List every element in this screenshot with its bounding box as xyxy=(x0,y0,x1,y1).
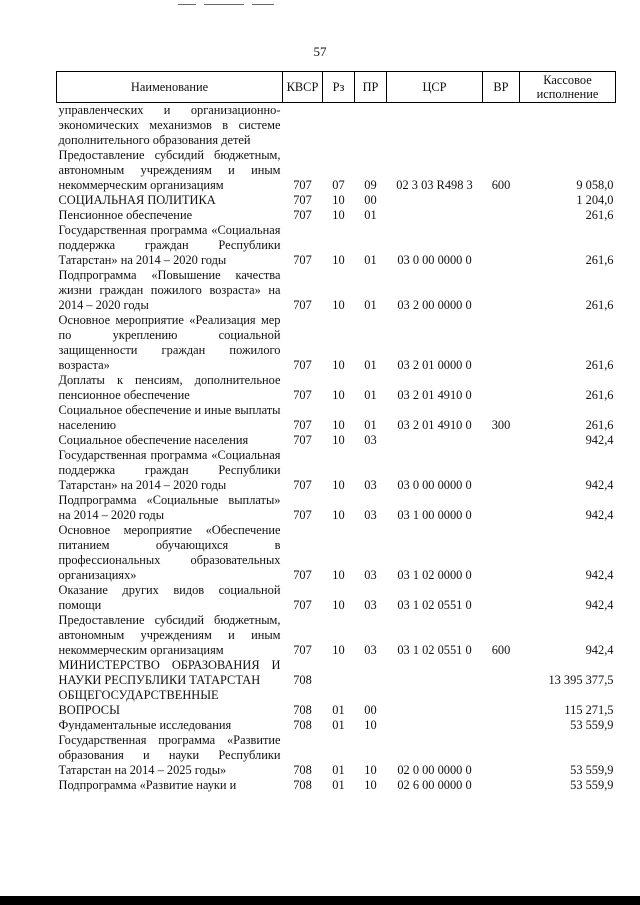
row-name: Государственная программа «Социальная поддержка граждан Республики Татарстан» на 2014 – 2020 годы xyxy=(58,223,281,267)
row-vr xyxy=(483,448,520,493)
row-vr xyxy=(483,208,520,223)
row-csr: 03 2 01 4910 0 xyxy=(397,388,472,402)
table-row xyxy=(57,268,616,313)
table-row xyxy=(57,193,616,208)
row-amount: 942,4 xyxy=(585,598,614,612)
table-row xyxy=(57,433,616,448)
row-csr: 03 1 02 0551 0 xyxy=(397,643,472,657)
row-rz: 07 xyxy=(332,178,345,192)
row-rz: 10 xyxy=(332,298,345,312)
row-vr xyxy=(483,583,520,613)
row-name: Доплаты к пенсиям, дополнительное пенсионное обеспечение xyxy=(58,373,281,402)
row-rz: 01 xyxy=(332,778,345,792)
table-row xyxy=(57,223,616,268)
row-amount: 53 559,9 xyxy=(570,718,614,732)
table-row xyxy=(57,733,616,778)
row-pr: 10 xyxy=(364,778,377,792)
row-csr: 02 0 00 0000 0 xyxy=(397,763,472,777)
row-kvsr: 707 xyxy=(293,253,312,267)
table-row xyxy=(57,373,616,403)
row-vr xyxy=(483,193,520,208)
row-amount: 942,4 xyxy=(585,643,614,657)
table-row xyxy=(57,523,616,583)
row-amount: 261,6 xyxy=(585,208,614,222)
row-pr: 03 xyxy=(364,433,377,447)
header-kvsr: КВСР xyxy=(283,72,323,103)
row-pr xyxy=(355,658,387,688)
row-pr: 03 xyxy=(364,598,377,612)
table-row xyxy=(57,658,616,688)
row-csr: 03 2 01 4910 0 xyxy=(397,418,472,432)
row-kvsr: 707 xyxy=(293,508,312,522)
row-csr xyxy=(387,688,483,718)
row-rz: 01 xyxy=(332,703,345,717)
row-kvsr: 708 xyxy=(293,778,312,792)
row-rz: 10 xyxy=(332,508,345,522)
row-csr xyxy=(387,208,483,223)
row-amount: 9 058,0 xyxy=(576,178,614,192)
row-kvsr: 707 xyxy=(293,178,312,192)
row-kvsr: 708 xyxy=(293,703,312,717)
row-csr: 02 3 03 R498 3 xyxy=(396,178,473,192)
row-pr: 00 xyxy=(364,703,377,717)
row-kvsr: 708 xyxy=(293,718,312,732)
row-csr: 03 2 01 0000 0 xyxy=(397,358,472,372)
row-name: Основное мероприятие «Реализация мер по укреплению социальной защищенности граждан пожилого возраста» xyxy=(58,313,281,372)
table-row xyxy=(57,148,616,193)
row-amount: 115 271,5 xyxy=(564,703,614,717)
row-kvsr: 707 xyxy=(293,433,312,447)
row-vr xyxy=(483,523,520,583)
row-kvsr: 707 xyxy=(293,478,312,492)
row-name: Пенсионное обеспечение xyxy=(58,208,193,222)
row-kvsr: 707 xyxy=(293,298,312,312)
row-rz: 01 xyxy=(332,763,345,777)
header-rz: Рз xyxy=(323,72,355,103)
row-vr xyxy=(483,373,520,403)
row-name: Фундаментальные исследования xyxy=(58,718,232,732)
table-row xyxy=(57,448,616,493)
row-pr: 03 xyxy=(364,478,377,492)
row-name: Предоставление субсидий бюджетным, автономным учреждениям и иным некоммерческим организациям xyxy=(58,148,281,192)
row-rz: 10 xyxy=(332,193,345,207)
row-rz: 10 xyxy=(332,433,345,447)
row-vr xyxy=(483,658,520,688)
row-amount: 942,4 xyxy=(585,478,614,492)
row-rz: 10 xyxy=(332,208,345,222)
row-csr: 03 2 00 0000 0 xyxy=(397,298,472,312)
row-csr: 03 1 02 0000 0 xyxy=(397,568,472,582)
row-rz: 10 xyxy=(332,388,345,402)
row-rz: 10 xyxy=(332,568,345,582)
row-pr: 01 xyxy=(364,208,377,222)
row-name: Подпрограмма «Повышение качества жизни граждан пожилого возраста» на 2014 – 2020 годы xyxy=(58,268,281,312)
row-rz: 01 xyxy=(332,718,345,732)
row-pr: 09 xyxy=(364,178,377,192)
row-vr xyxy=(483,733,520,778)
row-amount: 942,4 xyxy=(585,508,614,522)
row-name: Предоставление субсидий бюджетным, автономным учреждениям и иным некоммерческим организациям xyxy=(58,613,281,657)
row-name: СОЦИАЛЬНАЯ ПОЛИТИКА xyxy=(58,193,216,207)
row-vr: 600 xyxy=(491,643,511,657)
row-csr xyxy=(387,433,483,448)
row-pr: 01 xyxy=(364,253,377,267)
row-vr xyxy=(483,778,520,793)
row-name: ОБЩЕГОСУДАРСТВЕННЫЕ ВОПРОСЫ xyxy=(58,688,219,717)
row-rz: 10 xyxy=(332,418,345,432)
scan-top-marks xyxy=(178,4,278,6)
row-pr: 00 xyxy=(364,193,377,207)
row-csr: 02 6 00 0000 0 xyxy=(397,778,472,792)
row-amount: 942,4 xyxy=(585,433,614,447)
row-name: Социальное обеспечение и иные выплаты населению xyxy=(58,403,281,432)
row-vr xyxy=(483,313,520,373)
table-row xyxy=(57,613,616,658)
row-name: Социальное обеспечение населения xyxy=(58,433,249,447)
header-name: Наименование xyxy=(57,72,283,103)
row-name: Подпрограмма «Развитие науки и xyxy=(58,778,237,792)
header-amount: Кассовое исполнение xyxy=(520,72,616,103)
row-rz: 10 xyxy=(332,478,345,492)
row-amount: 53 559,9 xyxy=(570,778,614,792)
row-kvsr xyxy=(283,103,323,149)
row-amount: 53 559,9 xyxy=(570,763,614,777)
row-amount: 942,4 xyxy=(585,568,614,582)
row-vr xyxy=(483,718,520,733)
row-amount: 261,6 xyxy=(585,418,614,432)
table-row xyxy=(57,778,616,793)
row-pr xyxy=(355,103,387,149)
row-vr: 300 xyxy=(491,418,511,432)
row-kvsr: 708 xyxy=(293,763,312,777)
row-kvsr: 707 xyxy=(293,193,312,207)
table-row xyxy=(57,103,616,149)
row-name: Основное мероприятие «Обеспечение питанием обучающихся в профессиональных образовательных организациях» xyxy=(58,523,281,582)
scan-bottom-edge xyxy=(0,896,640,905)
row-name: Государственная программа «Социальная поддержка граждан Республики Татарстан» на 2014 – 2020 годы xyxy=(58,448,281,492)
row-vr xyxy=(483,433,520,448)
row-kvsr: 707 xyxy=(293,208,312,222)
row-csr: 03 0 00 0000 0 xyxy=(397,253,472,267)
row-pr: 01 xyxy=(364,358,377,372)
header-csr: ЦСР xyxy=(387,72,483,103)
row-rz xyxy=(323,658,355,688)
row-rz: 10 xyxy=(332,598,345,612)
row-kvsr: 708 xyxy=(293,673,312,687)
row-name: Оказание других видов социальной помощи xyxy=(58,583,281,612)
row-pr: 03 xyxy=(364,643,377,657)
table-row xyxy=(57,583,616,613)
row-vr xyxy=(483,268,520,313)
row-pr: 01 xyxy=(364,418,377,432)
row-csr xyxy=(387,103,483,149)
table-row xyxy=(57,493,616,523)
row-name: МИНИСТЕРСТВО ОБРАЗОВАНИЯ И НАУКИ РЕСПУБЛИКИ ТАТАРСТАН xyxy=(58,658,281,687)
row-pr: 01 xyxy=(364,298,377,312)
table-row xyxy=(57,208,616,223)
row-pr: 10 xyxy=(364,718,377,732)
row-amount xyxy=(520,103,616,149)
row-amount: 261,6 xyxy=(585,358,614,372)
row-csr xyxy=(387,658,483,688)
row-amount: 261,6 xyxy=(585,253,614,267)
row-kvsr: 707 xyxy=(293,598,312,612)
row-amount: 13 395 377,5 xyxy=(548,673,614,687)
row-amount: 261,6 xyxy=(585,298,614,312)
row-csr: 03 0 00 0000 0 xyxy=(397,478,472,492)
row-csr: 03 1 02 0551 0 xyxy=(397,598,472,612)
table-header-row xyxy=(57,72,616,103)
row-vr xyxy=(483,688,520,718)
row-kvsr: 707 xyxy=(293,358,312,372)
row-rz: 10 xyxy=(332,253,345,267)
row-pr: 03 xyxy=(364,508,377,522)
table-row xyxy=(57,718,616,733)
header-pr: ПР xyxy=(355,72,387,103)
row-rz: 10 xyxy=(332,643,345,657)
row-vr xyxy=(483,103,520,149)
row-vr xyxy=(483,223,520,268)
row-amount: 1 204,0 xyxy=(576,193,614,207)
row-kvsr: 707 xyxy=(293,568,312,582)
row-name: Подпрограмма «Социальные выплаты» на 2014 – 2020 годы xyxy=(58,493,281,522)
row-pr: 01 xyxy=(364,388,377,402)
row-csr: 03 1 00 0000 0 xyxy=(397,508,472,522)
row-rz xyxy=(323,103,355,149)
row-amount: 261,6 xyxy=(585,388,614,402)
row-rz: 10 xyxy=(332,358,345,372)
budget-execution-table xyxy=(56,71,616,793)
row-csr xyxy=(387,718,483,733)
row-pr: 10 xyxy=(364,763,377,777)
header-vr: ВР xyxy=(483,72,520,103)
row-csr xyxy=(387,193,483,208)
table-row xyxy=(57,403,616,433)
row-vr xyxy=(483,493,520,523)
row-kvsr: 707 xyxy=(293,643,312,657)
row-name: управленческих и организационно-экономических механизмов в системе дополнительного образования детей xyxy=(58,103,281,147)
row-name: Государственная программа «Развитие образования и науки Республики Татарстан на 2014 – 2025 годы» xyxy=(58,733,281,777)
table-row xyxy=(57,688,616,718)
row-kvsr: 707 xyxy=(293,388,312,402)
page-number: 57 xyxy=(313,44,327,59)
row-kvsr: 707 xyxy=(293,418,312,432)
table-row xyxy=(57,313,616,373)
row-vr: 600 xyxy=(491,178,511,192)
row-pr: 03 xyxy=(364,568,377,582)
